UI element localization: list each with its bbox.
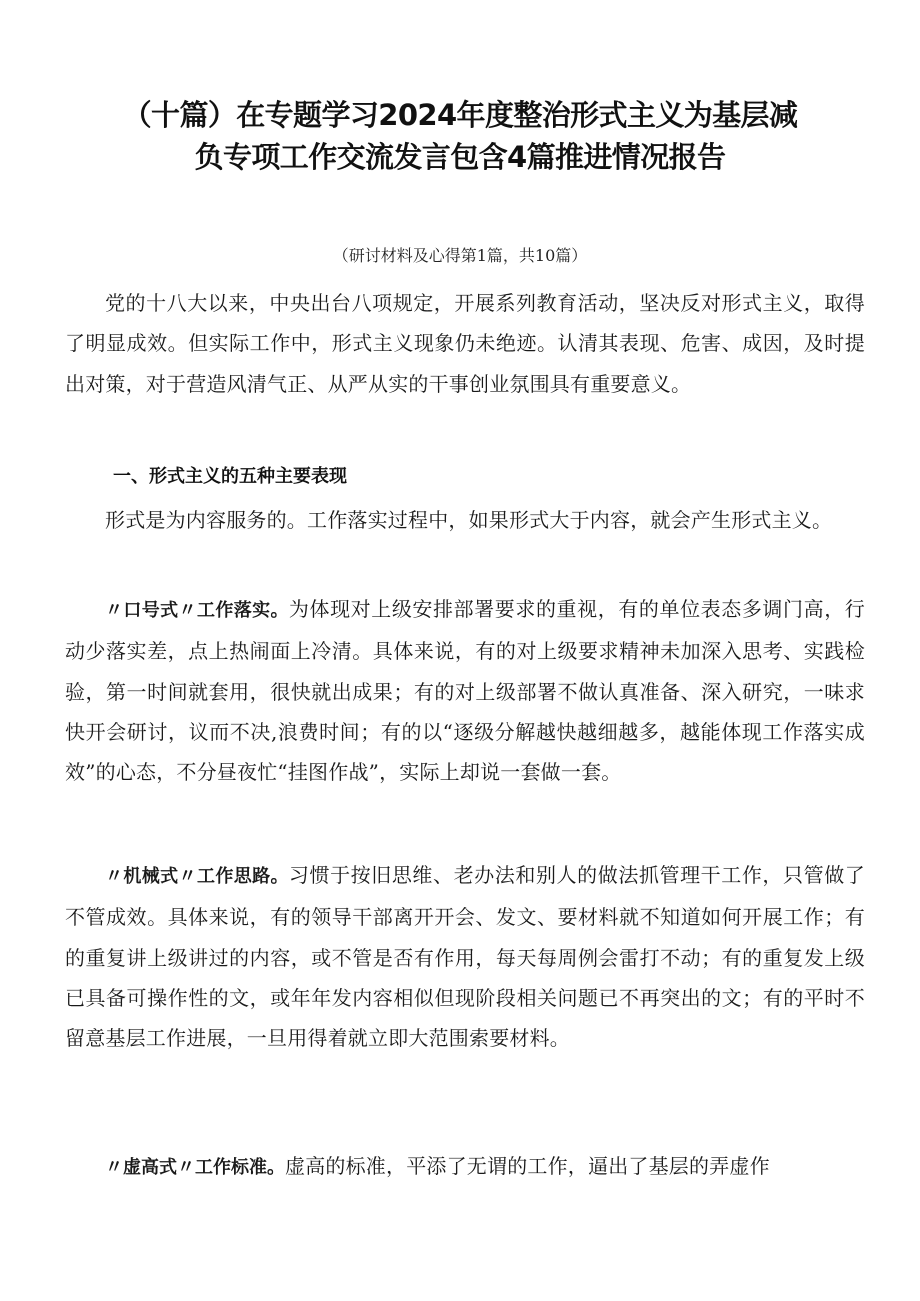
virtual-text: 虚高的标准，平添了无谓的工作，逼出了基层的弄虚作 bbox=[285, 1154, 770, 1178]
mechanical-paragraph bbox=[65, 855, 865, 1058]
form-paragraph: 形式是为内容服务的。工作落实过程中，如果形式大于内容，就会产生形式主义。 bbox=[105, 508, 833, 532]
virtual-lead: 〃虚高式〃工作标准。 bbox=[105, 1157, 285, 1178]
document-title-line-1: （十篇）在专题学习2024年度整治形式主义为基层减 bbox=[122, 98, 798, 132]
slogan-lead: 〃口号式〃工作落实。 bbox=[105, 600, 289, 621]
document-title-line-2: 负专项工作交流发言包含4篇推进情况报告 bbox=[194, 140, 726, 174]
intro-paragraph: 党的十八大以来，中央出台八项规定，开展系列教育活动，坚决反对形式主义，取得了明显成效。但实际工作中，形式主义现象仍未绝迹。认清其表现、危害、成因，及时提出对策，对于营造风清气正、从严从实的干事创业氛围具有重要意义。 bbox=[65, 291, 865, 396]
mechanical-lead: 〃机械式〃工作思路。 bbox=[105, 866, 289, 887]
virtual-paragraph bbox=[65, 1146, 865, 1188]
section-heading: 一、形式主义的五种主要表现 bbox=[113, 466, 347, 487]
document-title bbox=[100, 94, 820, 178]
slogan-text: 为体现对上级安排部署要求的重视，有的单位表态多调门高，行动少落实差，点上热闹面上冷清。具体来说，有的对上级要求精神未加深入思考、实践检验，第一时间就套用，很快就出成果；有的对上级部署不做认真准备、深入研究，一味求快开会研讨，议而不决,浪费时间；有的以“逐级分解越快越细越多，越能体现工作落实成效”的心态，不分昼夜忙“挂图作战”，实际上却说一套做一套。 bbox=[65, 597, 865, 785]
mechanical-text: 习惯于按旧思维、老办法和别人的做法抓管理干工作，只管做了不管成效。具体来说，有的领导干部离开开会、发文、要材料就不知道如何开展工作；有的重复讲上级讲过的内容，或不管是否有作用，每天每周例会雷打不动；有的重复发上级已具备可操作性的文，或年年发内容相似但现阶段相关问题已不再突出的文；有的平时不留意基层工作进展，一旦用得着就立即大范围索要材料。 bbox=[65, 863, 865, 1051]
slogan-paragraph bbox=[65, 589, 865, 792]
document-subtitle: （研讨材料及心得第1篇，共10篇） bbox=[332, 246, 588, 265]
